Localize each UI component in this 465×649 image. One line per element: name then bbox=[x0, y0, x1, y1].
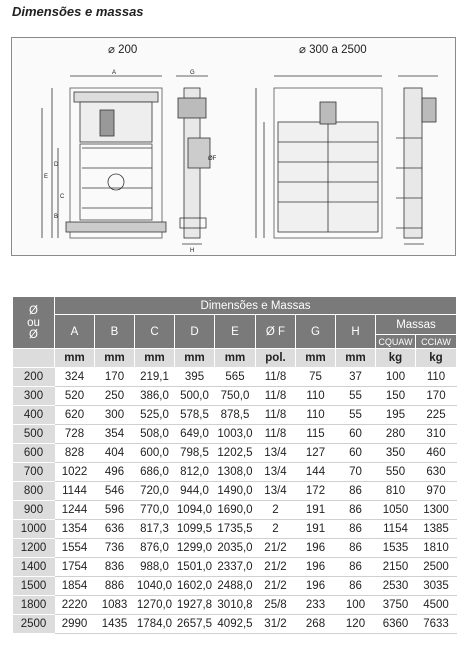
col-header-c: C bbox=[135, 315, 175, 349]
table-cell: 100 bbox=[336, 596, 376, 615]
col-header-masses: Massas bbox=[376, 315, 457, 335]
table-cell: 1354 bbox=[55, 520, 95, 539]
dimensions-table-container bbox=[12, 296, 456, 634]
table-cell: 354 bbox=[95, 425, 135, 444]
table-cell: 988,0 bbox=[135, 558, 175, 577]
table-cell: 720,0 bbox=[135, 482, 175, 501]
table-cell: 55 bbox=[336, 387, 376, 406]
table-cell: 1735,5 bbox=[215, 520, 256, 539]
row-header-cell: 1200 bbox=[13, 539, 55, 558]
table-cell: 404 bbox=[95, 444, 135, 463]
row-header-cell: 300 bbox=[13, 387, 55, 406]
table-cell: 170 bbox=[416, 387, 457, 406]
col-header-cquaw: CQUAW bbox=[376, 335, 416, 349]
dim-label-h: H bbox=[190, 248, 195, 254]
table-row bbox=[13, 520, 457, 539]
table-cell: 196 bbox=[296, 558, 336, 577]
table-cell: 1144 bbox=[55, 482, 95, 501]
table-cell: 600,0 bbox=[135, 444, 175, 463]
table-cell: 7633 bbox=[416, 615, 457, 634]
table-cell: 110 bbox=[296, 406, 336, 425]
table-cell: 508,0 bbox=[135, 425, 175, 444]
row-header-cell: 900 bbox=[13, 501, 55, 520]
table-cell: 750,0 bbox=[215, 387, 256, 406]
table-cell: 525,0 bbox=[135, 406, 175, 425]
table-cell: 4500 bbox=[416, 596, 457, 615]
col-header-f: Ø F bbox=[256, 315, 296, 349]
table-cell: 546 bbox=[95, 482, 135, 501]
table-cell: 578,5 bbox=[175, 406, 215, 425]
table-cell: 55 bbox=[336, 406, 376, 425]
valve-front-view-small bbox=[42, 76, 166, 238]
table-row bbox=[13, 482, 457, 501]
table-cell: 2 bbox=[256, 520, 296, 539]
table-cell: 280 bbox=[376, 425, 416, 444]
table-cell: 810 bbox=[376, 482, 416, 501]
table-cell: 828 bbox=[55, 444, 95, 463]
table-cell: 13/4 bbox=[256, 444, 296, 463]
table-cell: 500,0 bbox=[175, 387, 215, 406]
table-cell: 836 bbox=[95, 558, 135, 577]
table-cell: 31/2 bbox=[256, 615, 296, 634]
table-row bbox=[13, 387, 457, 406]
dim-label-e: E bbox=[44, 174, 49, 180]
table-cell: 2220 bbox=[55, 596, 95, 615]
table-cell: 21/2 bbox=[256, 577, 296, 596]
table-cell: 2488,0 bbox=[215, 577, 256, 596]
table-cell: 86 bbox=[336, 520, 376, 539]
table-cell: 1854 bbox=[55, 577, 95, 596]
table-cell: 86 bbox=[336, 558, 376, 577]
table-cell: 2150 bbox=[376, 558, 416, 577]
table-cell: 728 bbox=[55, 425, 95, 444]
diameter-icon: ⌀ bbox=[299, 44, 306, 56]
dim-label-d: D bbox=[54, 162, 59, 168]
table-cell: 191 bbox=[296, 501, 336, 520]
table-cell: 1754 bbox=[55, 558, 95, 577]
table-cell: 798,5 bbox=[175, 444, 215, 463]
table-cell: 86 bbox=[336, 482, 376, 501]
table-cell: 233 bbox=[296, 596, 336, 615]
row-header-cell: 400 bbox=[13, 406, 55, 425]
unit-cell: mm bbox=[175, 349, 215, 368]
unit-cell: mm bbox=[215, 349, 256, 368]
table-cell: 21/2 bbox=[256, 558, 296, 577]
table-cell: 817,3 bbox=[135, 520, 175, 539]
table-cell: 86 bbox=[336, 539, 376, 558]
table-cell: 886 bbox=[95, 577, 135, 596]
table-cell: 1501,0 bbox=[175, 558, 215, 577]
table-cell: 1927,8 bbox=[175, 596, 215, 615]
table-cell: 2530 bbox=[376, 577, 416, 596]
table-cell: 196 bbox=[296, 539, 336, 558]
table-cell: 496 bbox=[95, 463, 135, 482]
table-cell: 1602,0 bbox=[175, 577, 215, 596]
table-cell: 1784,0 bbox=[135, 615, 175, 634]
table-cell: 1385 bbox=[416, 520, 457, 539]
dim-label-f: ØF bbox=[208, 156, 217, 162]
dimensions-table bbox=[12, 296, 457, 634]
table-cell: 970 bbox=[416, 482, 457, 501]
table-cell: 21/2 bbox=[256, 539, 296, 558]
table-cell: 550 bbox=[376, 463, 416, 482]
table-cell: 1810 bbox=[416, 539, 457, 558]
unit-cell: kg bbox=[376, 349, 416, 368]
unit-cell: mm bbox=[55, 349, 95, 368]
row-header-cell: 700 bbox=[13, 463, 55, 482]
dim-label-g: G bbox=[190, 70, 195, 76]
table-row bbox=[13, 615, 457, 634]
table-cell: 878,5 bbox=[215, 406, 256, 425]
unit-cell: mm bbox=[95, 349, 135, 368]
table-cell: 195 bbox=[376, 406, 416, 425]
table-cell: 11/8 bbox=[256, 387, 296, 406]
table-cell: 1022 bbox=[55, 463, 95, 482]
table-cell: 11/8 bbox=[256, 368, 296, 387]
table-row bbox=[13, 501, 457, 520]
table-row bbox=[13, 425, 457, 444]
table-cell: 6360 bbox=[376, 615, 416, 634]
col-header-g: G bbox=[296, 315, 336, 349]
table-cell: 86 bbox=[336, 501, 376, 520]
table-cell: 13/4 bbox=[256, 482, 296, 501]
table-cell: 520 bbox=[55, 387, 95, 406]
table-cell: 1244 bbox=[55, 501, 95, 520]
table-cell: 219,1 bbox=[135, 368, 175, 387]
table-cell: 736 bbox=[95, 539, 135, 558]
table-cell: 60 bbox=[336, 425, 376, 444]
table-cell: 150 bbox=[376, 387, 416, 406]
table-cell: 60 bbox=[336, 444, 376, 463]
table-cell: 1099,5 bbox=[175, 520, 215, 539]
table-cell: 1690,0 bbox=[215, 501, 256, 520]
table-row bbox=[13, 444, 457, 463]
table-cell: 25/8 bbox=[256, 596, 296, 615]
table-cell: 225 bbox=[416, 406, 457, 425]
table-cell: 812,0 bbox=[175, 463, 215, 482]
table-cell: 686,0 bbox=[135, 463, 175, 482]
unit-cell: mm bbox=[336, 349, 376, 368]
drawing-label-large: ⌀ 300 a 2500 bbox=[299, 44, 367, 56]
col-header-d: D bbox=[175, 315, 215, 349]
row-header-cell: 1400 bbox=[13, 558, 55, 577]
col-header-a: A bbox=[55, 315, 95, 349]
dim-label-a: A bbox=[112, 70, 117, 76]
table-cell: 1202,5 bbox=[215, 444, 256, 463]
table-cell: 1490,0 bbox=[215, 482, 256, 501]
table-cell: 172 bbox=[296, 482, 336, 501]
dim-label-c: C bbox=[60, 194, 65, 200]
table-cell: 1270,0 bbox=[135, 596, 175, 615]
table-cell: 1083 bbox=[95, 596, 135, 615]
col-header-h: H bbox=[336, 315, 376, 349]
table-cell: 310 bbox=[416, 425, 457, 444]
table-cell: 3010,8 bbox=[215, 596, 256, 615]
row-header-cell: 800 bbox=[13, 482, 55, 501]
table-cell: 324 bbox=[55, 368, 95, 387]
table-cell: 100 bbox=[376, 368, 416, 387]
technical-drawing-panel bbox=[11, 37, 456, 256]
table-cell: 115 bbox=[296, 425, 336, 444]
table-cell: 1435 bbox=[95, 615, 135, 634]
table-row bbox=[13, 577, 457, 596]
table-cell: 770,0 bbox=[135, 501, 175, 520]
table-cell: 386,0 bbox=[135, 387, 175, 406]
row-header-cell: 1000 bbox=[13, 520, 55, 539]
table-cell: 395 bbox=[175, 368, 215, 387]
table-cell: 2657,5 bbox=[175, 615, 215, 634]
table-row bbox=[13, 596, 457, 615]
table-cell: 2 bbox=[256, 501, 296, 520]
drawing-label-small: ⌀ 200 bbox=[108, 44, 138, 56]
row-header-cell: 2500 bbox=[13, 615, 55, 634]
row-header-cell: 500 bbox=[13, 425, 55, 444]
table-cell: 86 bbox=[336, 577, 376, 596]
table-cell: 2337,0 bbox=[215, 558, 256, 577]
table-cell: 620 bbox=[55, 406, 95, 425]
section-title: Dimensões e massas bbox=[12, 4, 144, 19]
valve-side-view-small bbox=[176, 76, 210, 244]
unit-cell: pol. bbox=[256, 349, 296, 368]
table-row bbox=[13, 539, 457, 558]
table-cell: 460 bbox=[416, 444, 457, 463]
table-cell: 196 bbox=[296, 577, 336, 596]
row-header-cell: 1800 bbox=[13, 596, 55, 615]
table-cell: 70 bbox=[336, 463, 376, 482]
row-header-cell: 200 bbox=[13, 368, 55, 387]
table-cell: 1299,0 bbox=[175, 539, 215, 558]
table-cell: 110 bbox=[416, 368, 457, 387]
table-body bbox=[13, 368, 457, 634]
table-cell: 2990 bbox=[55, 615, 95, 634]
table-cell: 120 bbox=[336, 615, 376, 634]
table-cell: 1300 bbox=[416, 501, 457, 520]
table-cell: 565 bbox=[215, 368, 256, 387]
table-cell: 1050 bbox=[376, 501, 416, 520]
table-cell: 596 bbox=[95, 501, 135, 520]
table-cell: 649,0 bbox=[175, 425, 215, 444]
table-cell: 13/4 bbox=[256, 463, 296, 482]
valve-side-view-large bbox=[396, 76, 438, 244]
table-cell: 250 bbox=[95, 387, 135, 406]
table-cell: 3750 bbox=[376, 596, 416, 615]
table-cell: 630 bbox=[416, 463, 457, 482]
table-cell: 191 bbox=[296, 520, 336, 539]
valve-front-view-large bbox=[256, 76, 382, 238]
col-header-diameter: Ø ou Ø bbox=[13, 297, 55, 349]
table-cell: 1154 bbox=[376, 520, 416, 539]
table-cell: 1308,0 bbox=[215, 463, 256, 482]
col-header-e: E bbox=[215, 315, 256, 349]
row-header-cell: 1500 bbox=[13, 577, 55, 596]
table-cell: 300 bbox=[95, 406, 135, 425]
table-cell: 37 bbox=[336, 368, 376, 387]
table-cell: 2500 bbox=[416, 558, 457, 577]
table-cell: 1040,0 bbox=[135, 577, 175, 596]
table-cell: 268 bbox=[296, 615, 336, 634]
table-cell: 2035,0 bbox=[215, 539, 256, 558]
table-row bbox=[13, 463, 457, 482]
unit-cell: mm bbox=[135, 349, 175, 368]
unit-cell-empty bbox=[13, 349, 55, 368]
table-cell: 4092,5 bbox=[215, 615, 256, 634]
group-header: Dimensões e Massas bbox=[55, 297, 457, 315]
diameter-icon: ⌀ bbox=[108, 44, 115, 56]
table-cell: 11/8 bbox=[256, 425, 296, 444]
table-row bbox=[13, 558, 457, 577]
table-cell: 3035 bbox=[416, 577, 457, 596]
unit-cell: kg bbox=[416, 349, 457, 368]
table-cell: 11/8 bbox=[256, 406, 296, 425]
dim-label-b: B bbox=[54, 214, 59, 220]
table-cell: 127 bbox=[296, 444, 336, 463]
table-cell: 144 bbox=[296, 463, 336, 482]
unit-cell: mm bbox=[296, 349, 336, 368]
table-cell: 170 bbox=[95, 368, 135, 387]
table-cell: 75 bbox=[296, 368, 336, 387]
table-cell: 1094,0 bbox=[175, 501, 215, 520]
table-row bbox=[13, 368, 457, 387]
row-header-cell: 600 bbox=[13, 444, 55, 463]
table-cell: 1554 bbox=[55, 539, 95, 558]
table-cell: 636 bbox=[95, 520, 135, 539]
valve-drawings bbox=[12, 38, 455, 255]
col-header-b: B bbox=[95, 315, 135, 349]
table-cell: 944,0 bbox=[175, 482, 215, 501]
table-cell: 350 bbox=[376, 444, 416, 463]
table-cell: 1535 bbox=[376, 539, 416, 558]
table-row bbox=[13, 406, 457, 425]
table-cell: 1003,0 bbox=[215, 425, 256, 444]
col-header-cciaw: CCIAW bbox=[416, 335, 457, 349]
table-cell: 110 bbox=[296, 387, 336, 406]
table-cell: 876,0 bbox=[135, 539, 175, 558]
